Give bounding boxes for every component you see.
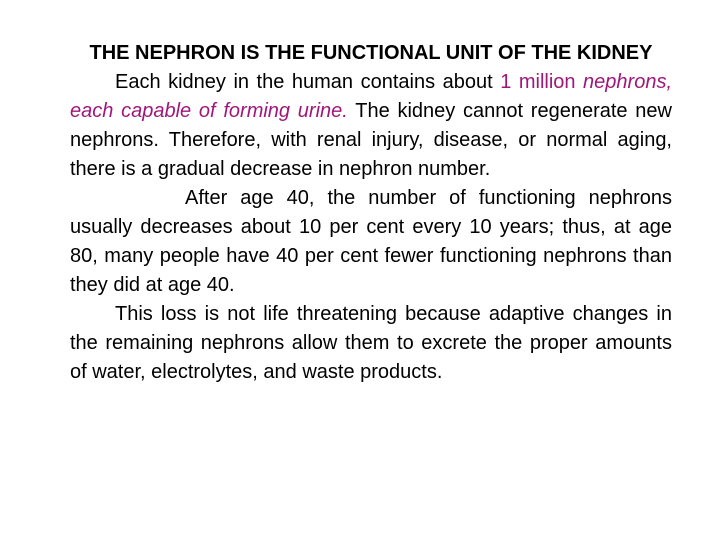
slide-content bbox=[70, 38, 672, 387]
highlight-text: 1 million bbox=[500, 71, 576, 93]
paragraph-nephron-count bbox=[70, 68, 672, 184]
paragraph-text: Each kidney in the human contains about bbox=[115, 71, 501, 93]
paragraph-aging: After age 40, the number of functioning nephrons usually decreases about 10 per cent every 10 years; thus, at age 80, many people have 40 per cent fewer functioning nephrons than they did at age 40. bbox=[70, 187, 672, 296]
paragraph-adaptation: This loss is not life threatening because adaptive changes in the remaining nephrons allow them to excrete the proper amounts of water, electrolytes, and waste products. bbox=[70, 303, 672, 383]
highlight-italic-text: nephrons, each capable of forming urine. bbox=[70, 71, 673, 122]
slide-title: THE NEPHRON IS THE FUNCTIONAL UNIT OF THE KIDNEY bbox=[89, 42, 653, 64]
paragraph-text: The kidney cannot regenerate new nephrons. Therefore, with renal injury, disease, or normal aging, there is a gradual decrease in nephron number. bbox=[70, 100, 672, 180]
